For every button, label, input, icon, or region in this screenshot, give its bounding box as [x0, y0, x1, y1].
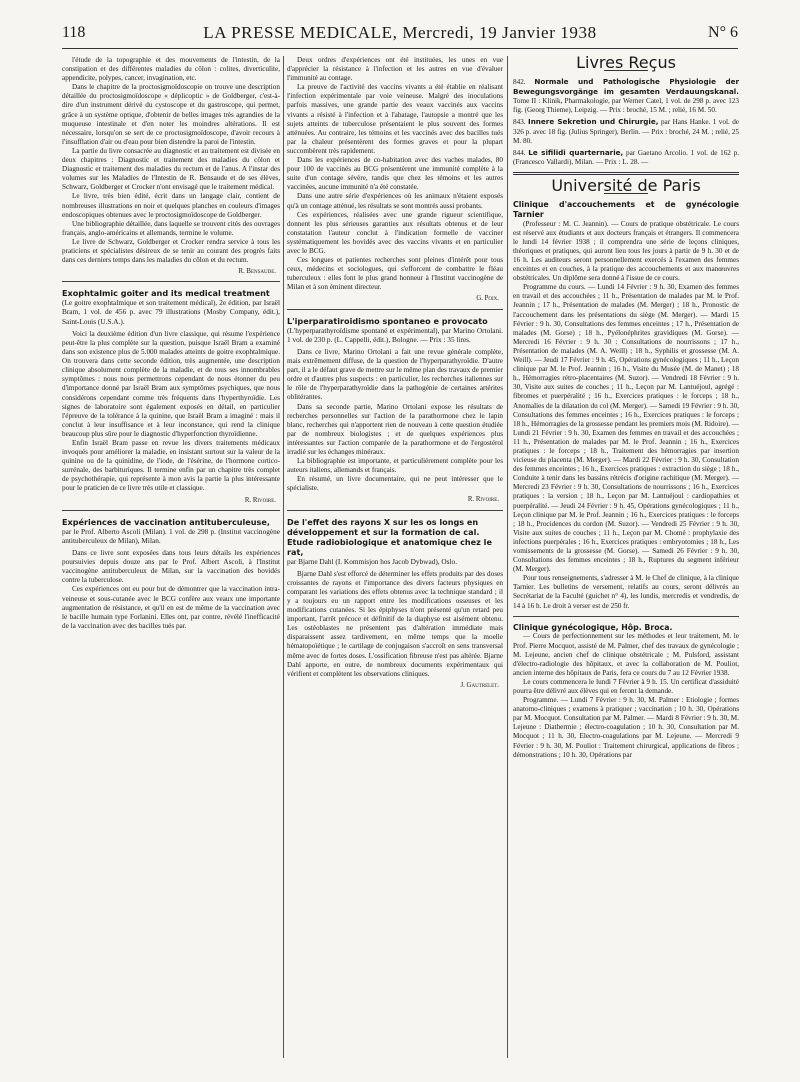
paragraph: Dans les expériences de co-habitation avec des vaches malades, 80 pour 100 de vaccinés au BCG présentèrent une immunité complète à la suite d'un contage sévère, tandis que chez les témoins et les autres vaccinées, aucune immunité n'a été constatée.: [287, 156, 503, 192]
received-book-entry: [513, 117, 739, 145]
entry-number: 843.: [513, 118, 526, 127]
paragraph: Pour tous renseignements, s'adresser à M. le Chef de clinique, à la clinique Tarnier. Les bulletins de versement, relatifs au cours, seront délivrés au Secrétariat de la Faculté (guichet n° 4), les lundis, mercredis et vendredis, de 14 à 16 h. Le droit à verser est de 250 fr.: [513, 574, 739, 610]
review-signature: G. Poix.: [476, 295, 499, 303]
paragraph: Dans une autre série d'expériences où les animaux n'étaient exposés qu'à un contage atténué, les résultats se sont montrés aussi probants.: [287, 192, 503, 210]
book-title: Innere Sekretion und Chirurgie,: [528, 117, 659, 127]
paragraph: Ces expériences, réalisées avec une grande rigueur scientifique, donnent les plus sérieuses garanties aux résultats obtenus et de leur constatation l'auteur conclut à l'indication formelle de vacciner systématiquement les bovidés avec des vaccins vivants et en particulier avec le BCG.: [287, 210, 503, 255]
paragraph: Deux ordres d'expériences ont été instituées, les unes en vue d'apprécier la résistance à l'infection et les autres en vue d'évaluer l'immunité au contage.: [287, 56, 503, 83]
course-title: Clinique gynécologique, Hôp. Broca.: [513, 622, 673, 632]
paragraph: Le cours commencera le lundi 7 Février à 9 h. 15. Un certificat d'assiduité pourra être délivré aux élèves qui en feront la demande.: [513, 677, 739, 696]
paragraph: l'étude de la topographie et des mouvements de l'intestin, de la constipation et des différentes maladies du côlon : colites, diverticulite, appendicite, polypes, cancer, invagination, etc.: [62, 56, 280, 83]
paragraph: Ces expériences ont eu pour but de démontrer que la vaccination intra-veineuse et sous-cutanée avec le BCG confère aux veaux une importante augmentation de résistance, et qu'il en est de même de la vaccination avec le bacille humain type Forlanini. Elles ont, par contre, révélé l'inefficacité de la vaccination avec des bacilles tués par.: [62, 585, 280, 630]
paragraph: Enfin Israël Bram passe en revue les divers traitements médicaux invoqués pour améliorer la maladie, en insistant surtout sur la valeur de la quinine ou de la quinidine, de l'iode, de l'ésérine, de l'hormone cortico-surrénale, des barbituriques. Il termine enfin par un chapitre très complet de psychothérapie, qui représente à mon avis la partie la plus intéressante pour le praticien de ce livre très utile et classique.: [62, 438, 280, 493]
review-signature: R. Rivoire.: [467, 496, 499, 504]
article-separator: [62, 281, 280, 282]
article-separator: [287, 510, 503, 511]
article-separator: [62, 510, 280, 511]
book-review-title: De l'effet des rayons X sur les os longs en développement et sur la formation de cal. Etude radiobiologique et anatomique chez le rat,: [287, 516, 492, 557]
book-reference: par Bjarne Dahl (I. Kommisjon hos Jacob Dybwad), Oslo.: [287, 556, 458, 566]
paragraph: Le livre de Schwarz, Goldberger et Crocker rendra service à tous les praticiens et spécialistes désireux de se tenir au courant des progrès faits dans ces derniers temps dans les maladies du côlon et du rectum.: [62, 237, 280, 265]
page-number: 118: [62, 24, 86, 41]
page-header: [62, 22, 738, 48]
paragraph: — Cours de perfectionnement sur les méthodes et leur traitement, M. le Prof. Pierre Mocquot, assisté de M. Palmer, chef des travaux de gynécologie ; M. Lejeune, ancien chef de clinique obstétricale ; M. Pulsford, assistant d'électro-radiologie des hôpitaux, et avec la collaboration de M. Pouliot, ancien interne des hôpitaux de Paris, fera ce cours du 7 au 12 Février 1938.: [513, 632, 739, 677]
entry-number: 842.: [513, 78, 526, 87]
book-title: Normale und Pathologische Physiologie der Bewegungsvorgänge im gesamten Verdauungskanal.: [513, 77, 739, 97]
column-1: [62, 56, 280, 1058]
book-details: par Hans Hanke. 1 vol. de 326 p. avec 18 fig. (Julius Springer), Berlin. — Prix : broché, 24 M. ; relié, 25 M. 80.: [513, 118, 739, 145]
paragraph: Le livre, très bien édité, écrit dans un langage clair, contient de nombreuses illustrations en noir et quelques planches en couleurs d'images endoscopiques obtenues avec le proctosigmoïdoscope de Goldberger.: [62, 192, 280, 219]
paragraph: Dans ce livre, Marino Ortolani a fait une revue générale complète, mais extrêmement diffuse, de la question de l'hyperparathyroïdie. D'autre part, il a le défaut grave de mettre sur le même plan des travaux de premier ordre et d'autres plus suspects : en particulier, les recherches italiennes sur le rôle de l'hyperparathyroïdie dans la pathogénie de certaines artérites oblitérantes.: [287, 347, 503, 402]
received-book-entry: [513, 77, 739, 115]
entry-number: 844.: [513, 148, 526, 157]
issue-number: N° 6: [708, 24, 738, 41]
paragraph: (Professeur : M. C. Jeannin). — Cours de pratique obstétricale. Le cours est réservé aux étudiants et aux docteurs français et étrangers. Il commencera le lundi 14 février 1938 ; il comprendra une série de leçons cliniques, théoriques et pratiques, qui auront lieu tous les jours à partir de 9 h. 30 et de 16 h. Les auditeurs seront personnellement exercés à l'examen des femmes enceintes et en couches, à la pratique des accouchements et aux manœuvres obstétricales. Un diplôme sera donné à l'issue de ce cours.: [513, 219, 739, 283]
paragraph: La preuve de l'activité des vaccins vivants a été établie en réalisant l'infection expérimentale par voie veineuse. Malgré des inoculations parfois massives, une grande partie des veaux vaccinés aux vaccins vivants a résisté à l'infection et à l'abatage, l'autopsie a montré que les sujets atteints de tuberculose présentaient le plus souvent des formes atténuées. Au contraire, les témoins et les vaccinés avec des bacilles tués par la chaleur présentèrent des formes graves et pour la plupart succombèrent très rapidement.: [287, 83, 503, 155]
section-separator: [513, 172, 739, 175]
paragraph: Une bibliographie détaillée, dans laquelle se trouvent cités des ouvrages français, anglo-américains et allemands, termine le volume.: [62, 219, 280, 237]
course-title: Clinique d'accouchements et de gynécologie Tarnier: [513, 200, 739, 219]
book-title: Le sifilidi quarternarie,: [528, 147, 624, 157]
column-3: [513, 56, 739, 1058]
column-2: [287, 56, 503, 1058]
column-divider: [507, 56, 508, 1058]
paragraph: Dans le chapitre de la proctosigmoïdoscopie on trouve une description détaillée du proctosigmoïdoscope « déplicoptic » de Goldberger, c'est-à-dire d'un instrument dérivé du cystoscope et du gastroscope, qui permet, grâce à un système optique, d'obtenir de belles images très agrandies de la muqueuse intestinale et d'en noter les moindres altérations. Il est nécessaire, lorsqu'on se sert de ce proctosigmoïdoscope, d'avoir recours à l'insufflation d'air ou d'eau pour bien distendre la paroi de l'intestin.: [62, 83, 280, 146]
paragraph: Bjarne Dahl s'est efforcé de déterminer les effets produits par des doses croissantes de rayons et l'importance des divers facteurs physiques en comparant les variations des effets obtenus avec la technique standard ; il y a toujours eu un rapport entre les modifications osseuses et les modifications cutanées. Si les épiphyses n'ont présenté qu'un retard peu important, l'arrêt précoce et définitif de la diaphyse est aisément obtenu. Les ostéoblastes ne présentent pas d'altération immédiate mais disparaissent assez tardivement, en même temps que la moelle hématopoïétique ; le cartilage de conjugaison s'accroît en sens transversal même avec de fortes doses. L'ossification fibreuse n'est pas altérée. Bjarne Dahl apporte, en outre, de nombreux documents expérimentaux qui vérifient et complètent les observations cliniques.: [287, 569, 503, 678]
paragraph: Programme. — Lundi 7 Février : 9 h. 30, M. Palmer : Etiologie ; formes anatomo-cliniques ; examens à pratiquer ; vaccination ; 10 h. 30, Opérations par M. Mocquot. Consultation par M. Palmer. — Mardi 8 Février : 9 h. 30, M. Lejeune : Diathermie ; électro-coagulation ; 10 h. 30, Consultation par M. Mocquot ; 11 h. 30, Electro-coagulations par M. Lejeune. — Mercredi 9 Février : 9 h. 30, M. Pouliot : Traitement chirurgical, applications de fibros ; démonstrations ; 10 h. 30, Opérations par: [513, 696, 739, 759]
book-review-title: Expériences de vaccination antituberculeuse,: [62, 516, 270, 527]
book-reference: par le Prof. Alberto Ascoli (Milan). 1 vol. de 298 p. (Institut vaccinogène antituberculeux de Milan), Milan.: [62, 526, 280, 545]
received-book-entry: [513, 148, 739, 167]
journal-title: LA PRESSE MEDICALE, Mercredi, 19 Janvier 1938: [203, 23, 597, 42]
paragraph: Ces longues et patientes recherches sont pleines d'intérêt pour tous ceux, médecins et sociologues, qui s'efforcent de combattre le fléau tuberculeux : elles font le plus grand honneur à l'Institut vaccinogène de Milan et à son éminent directeur.: [287, 256, 503, 292]
paragraph: La partie du livre consacrée au diagnostic et au traitement est divisée en deux chapitres : Diagnostic et traitement des maladies du côlon et Diagnostic et traitement des maladies du rectum et de l'anus. A l'instar des volumes sur les Maladies de l'Intestin de R. Bensaude et de ses élèves, Schwarz, Goldberger et Crocker n'ont envisagé que le traitement médical.: [62, 146, 280, 192]
review-signature: J. Gautrelet.: [460, 681, 499, 689]
paragraph: En résumé, un livre documentaire, qui ne peut intéresser que le spécialiste.: [287, 475, 503, 493]
paragraph: Voici la deuxième édition d'un livre classique, qui résume l'expérience peut-être la plus complète sur la question, puisque Israël Bram a examiné dans son existence plus de 5.000 malades atteints de goitre exophtalmique. On trouvera dans cette seconde édition, très augmentée, une description clinique absolument complète de la maladie, et de tous ses innombrables symptômes : nous nous permettrons cependant de nous étonner du peu d'importance donné par Israël Bram aux symptômes psychiques, que nous considérons cependant comme très fréquents dans l'hyperthyroïdie. Les signes de laboratoire sont également exposés en détail, en particulier l'épreuve de la tolérance à la quinine, que Israël Bram a imaginé : mais il conclut à leur insuffisance et à leur inconstance, qui rend la clinique beaucoup plus sûre pour le diagnostic d'hyperfonction thyroïdienne.: [62, 329, 280, 438]
book-details: Tome II : Klinik, Pharmakologie, par Werner Catel, 1 vol. de 298 p. avec 123 fig. (Georg Thieme), Leipzig. — Prix : broché, 15 M. ; relié, 16 M. 50.: [513, 97, 739, 115]
paragraph: Dans sa seconde partie, Marino Ortolani expose les résultats de recherches personnelles sur l'action de la parathormone chez le lapin blanc, recherches qui n'apportent rien de nouveau à cette question étudiée par de nombreux biologistes ; et de quelques expériences plus intéressantes sur l'action comparée de la parathormone et de l'ergostérol irradié sur les échanges minéraux.: [287, 402, 503, 456]
article-separator: [287, 309, 503, 310]
paragraph: La bibliographie est importante, et particulièrement complète pour les auteurs italiens, allemands et français.: [287, 457, 503, 475]
book-reference: (Le goitre exophtalmique et son traitement médical), 2e édition, par Israël Bram, 1 vol. de 456 p. avec 79 illustrations (Mosby Company, édit.), Saint-Louis (U.S.A.).: [62, 298, 280, 326]
paragraph: Programme du cours. — Lundi 14 Février : 9 h. 30, Examen des femmes en travail et des accouchées ; 11 h., Présentation de malades par M. le Prof. Jeannin ; 17 h., Présentation de malades (M. Merger) ; 18 h., Pronostic de l'accouchement dans les présentations du siège (M. Merger). — Mardi 15 Février : 9 h. 30, Consultations des femmes enceintes ; 17 h., Présentation de malades (M. Gorse) ; 18 h., Pyélonéphrites gravidiques (M. Gorse). — Mercredi 16 Février : 9 h. 30 : Consultations de nourrissons ; 17 h., Présentation de malades (M. A. Weill) ; 18 h., Syphilis et grossesse (M. A. Weill). — Jeudi 17 Février : 9 h. 45, Opérations gynécologiques ; 11 h., Leçon clinique par M. le Prof. Jeannin ; 16 h., Visite du Musée (M. de Manet) ; 18 h., Hémorragies rétro-placentaires (M. Suzor). — Vendredi 18 Février : 9 h. 30, Visite aux suites de couches ; 11 h., Leçon par M. Lantuéjoul, agrégé : fibromes et puerpéralité ; 16 h., Exercices pratiques : le forceps ; 18 h., Anomalies de la dilatation du col (M. Merger). — Samedi 19 Février : 9 h. 30, Consultations des femmes enceintes ; 16 h., Exercices pratiques : le forceps ; 18 h., Hémorragies de la grossesse pendant les premiers mois (M. Ridoire). — Lundi 21 Février : 9 h. 30, Examen des femmes en travail et des accouchées ; 11 h., Présentation de malades par M. le Prof. Jeannin ; 16 h., Exercices pratiques : le forceps ; 18 h., Traitement des hémorragies par insertion vicieuse du placenta (M. Merger). — Mardi 22 Février : 9 h. 30, Consultation des femmes enceintes ; 16 h., Exercices pratiques : extraction du siège ; 18 h., Conduite à tenir dans les bassins rétrécis d'origine rachitique (M. Merger). — Mercredi 23 Février : 9 h. 30, Consultations de nourrissons ; 16 h., Exercices pratiques : la version ; 18 h., Leçon par M. Lantuéjoul : cardiopathies et puerpéralité. — Jeudi 24 Février : 9 h. 45, Opérations gynécologiques ; 11 h., Leçon clinique par M. le Prof. Jeannin ; 16 h., Exercices pratiques : le forceps ; 18 h., Procidences du cordon (M. Suzor). — Vendredi 25 Février : 9 h. 30, Visite aux suites de couches ; 11 h., Leçon par M. Chomé : prophylaxie des infections puerpérales ; 16 h., Exercices pratiques : embryotomies ; 18 h., Les vomissements de la grossesse (M. Gorse). — Samedi 26 Février : 9 h. 30, Consultations des femmes enceintes ; 18 h., Ruptures du segment inférieur (M. Merger).: [513, 283, 739, 574]
review-signature: R. Bensaude.: [238, 268, 276, 276]
header-rule: [62, 48, 738, 49]
review-signature: R. Rivoire.: [244, 496, 276, 504]
section-heading-livres-recus: Livres Reçus: [576, 56, 676, 72]
column-divider: [283, 56, 284, 1058]
book-review-title: L'iperparatiroidismo spontaneo e provocato: [287, 315, 488, 326]
book-review-title: Exophtalmic goiter and its medical treatment: [62, 288, 270, 299]
book-details: par Gaetano Arcolio. 1 vol. de 162 p. (Francesco Vallardi), Milan. — Prix : L. 28. —: [513, 148, 739, 166]
section-heading-universite: Université de Paris: [551, 175, 701, 195]
article-separator: [513, 616, 739, 617]
paragraph: Dans ce livre sont exposées dans tous leurs détails les expériences poursuivies depuis douze ans par le Prof. Albert Ascoli, à l'Institut vaccinogène antituberculeux de Milan, sur la vaccination des bovidés contre la tuberculose.: [62, 549, 280, 585]
book-reference: (L'hyperparathyroïdisme spontané et expérimental), par Marino Ortolani. 1 vol. de 230 p. (L. Cappelli, édit.), Bologne. — Prix : 35 lires.: [287, 325, 503, 344]
